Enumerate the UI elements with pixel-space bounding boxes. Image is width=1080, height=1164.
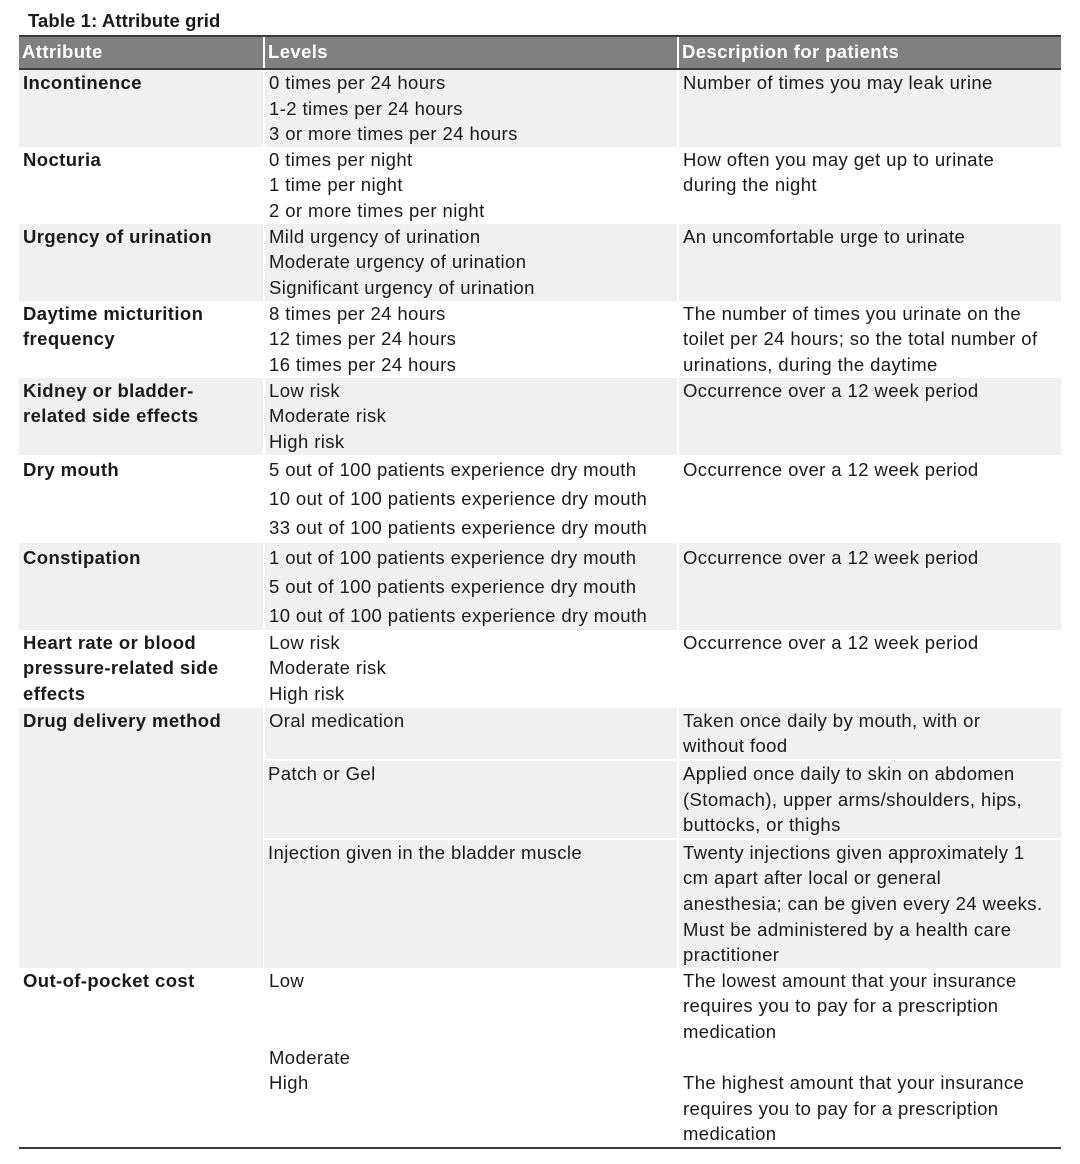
description-text: practitioner xyxy=(683,944,780,966)
attribute-text: Incontinence xyxy=(23,72,142,93)
description-text: requires you to pay for a prescription xyxy=(683,995,999,1017)
levels-cell xyxy=(264,455,678,543)
table-row xyxy=(19,708,1061,760)
description-cell xyxy=(678,378,1061,455)
level-text-moderate: Moderate xyxy=(269,1046,351,1068)
description-text: The lowest amount that your insurance xyxy=(683,969,1017,991)
levels-cell xyxy=(264,543,678,630)
description-cell xyxy=(678,69,1061,147)
level-text: 5 out of 100 patients experience dry mouth xyxy=(269,458,637,480)
spacer xyxy=(269,1019,677,1045)
levels-cell xyxy=(264,378,678,455)
description-text: Taken once daily by mouth, with or xyxy=(683,709,981,731)
description-cell xyxy=(678,760,1061,839)
attribute-cell xyxy=(19,69,264,147)
level-text: Patch or Gel xyxy=(268,762,376,784)
attribute-cell xyxy=(19,147,264,224)
level-text: 16 times per 24 hours xyxy=(269,353,457,375)
table-row xyxy=(19,378,1061,455)
description-text: medication xyxy=(683,1123,777,1145)
description-cell xyxy=(678,224,1061,301)
attribute-text: frequency xyxy=(23,328,116,350)
description-text: Must be administered by a health care xyxy=(683,918,1012,940)
level-text: 5 out of 100 patients experience dry mouth xyxy=(269,575,637,597)
levels-cell xyxy=(264,630,678,708)
levels-cell xyxy=(264,968,678,1148)
table-caption: Table 1: Attribute grid xyxy=(28,10,221,31)
levels-cell xyxy=(264,69,678,147)
level-text: High risk xyxy=(269,682,345,704)
attribute-text: Drug delivery method xyxy=(23,709,222,731)
level-text: Oral medication xyxy=(269,709,405,731)
attribute-cell xyxy=(19,378,264,455)
description-cell xyxy=(678,839,1061,968)
level-text: Mild urgency of urination xyxy=(269,225,481,247)
level-text: Low risk xyxy=(269,379,341,401)
table-row xyxy=(19,968,1061,1148)
attribute-text: Constipation xyxy=(23,546,141,568)
level-text: 1-2 times per 24 hours xyxy=(269,97,463,119)
level-text: Moderate risk xyxy=(269,405,387,427)
description-text: (Stomach), upper arms/shoulders, hips, xyxy=(683,788,1023,810)
levels-cell xyxy=(264,224,678,301)
description-cell xyxy=(678,630,1061,708)
description-text: cm apart after local or general xyxy=(683,867,942,889)
table-row xyxy=(19,69,1061,147)
level-text: Moderate risk xyxy=(269,657,387,679)
description-text: anesthesia; can be given every 24 weeks. xyxy=(683,892,1043,914)
description-text: Twenty injections given approximately 1 xyxy=(683,841,1025,863)
level-text: 2 or more times per night xyxy=(269,199,485,221)
header-description: Description for patients xyxy=(678,36,1061,69)
description-text: requires you to pay for a prescription xyxy=(683,1097,999,1119)
attribute-text: Heart rate or blood xyxy=(23,631,197,653)
level-text: 33 out of 100 patients experience dry mouth xyxy=(269,516,648,538)
header-attribute: Attribute xyxy=(19,36,264,69)
description-cell xyxy=(678,543,1061,630)
levels-cell xyxy=(264,147,678,224)
attribute-text: Dry mouth xyxy=(23,458,120,480)
attribute-text: pressure-related side xyxy=(23,657,219,679)
table-row xyxy=(19,455,1061,543)
level-text-low: Low xyxy=(269,969,305,991)
description-cell xyxy=(678,301,1061,378)
level-text: 0 times per 24 hours xyxy=(269,72,446,93)
header-row xyxy=(19,36,1061,69)
description-text: The highest amount that your insurance xyxy=(683,1072,1025,1094)
levels-cell xyxy=(264,760,678,839)
attribute-text: Nocturia xyxy=(23,148,102,170)
level-text: High risk xyxy=(269,430,345,452)
table-row xyxy=(19,630,1061,708)
description-text: Applied once daily to skin on abdomen xyxy=(683,762,1015,784)
attribute-cell xyxy=(19,708,264,968)
attribute-cell xyxy=(19,543,264,630)
description-text: buttocks, or thighs xyxy=(683,814,841,836)
levels-cell xyxy=(264,708,678,760)
description-text: Occurrence over a 12 week period xyxy=(683,458,979,480)
description-text: urinations, during the daytime xyxy=(683,353,938,375)
attribute-grid-table xyxy=(19,35,1061,1149)
description-text: How often you may get up to urinate xyxy=(683,148,995,170)
level-text: Low risk xyxy=(269,631,341,653)
attribute-cell xyxy=(19,455,264,543)
description-text: An uncomfortable urge to urinate xyxy=(683,225,966,247)
header-levels: Levels xyxy=(264,36,678,69)
table-row xyxy=(19,224,1061,301)
level-text: Significant urgency of urination xyxy=(269,276,535,298)
attribute-cell xyxy=(19,301,264,378)
description-cell xyxy=(678,708,1061,760)
description-text: Occurrence over a 12 week period xyxy=(683,379,979,401)
attribute-text: Urgency of urination xyxy=(23,225,212,247)
description-text: medication xyxy=(683,1020,777,1042)
description-text: The number of times you urinate on the xyxy=(683,302,1022,324)
description-text: toilet per 24 hours; so the total number of xyxy=(683,328,1038,350)
level-text: 12 times per 24 hours xyxy=(269,328,457,350)
level-text: 10 out of 100 patients experience dry mouth xyxy=(269,604,648,626)
levels-cell xyxy=(264,301,678,378)
table-row xyxy=(19,301,1061,378)
description-text: Number of times you may leak urine xyxy=(683,72,993,93)
description-text: Occurrence over a 12 week period xyxy=(683,631,979,653)
description-text: during the night xyxy=(683,174,817,196)
level-text: 3 or more times per 24 hours xyxy=(269,123,518,145)
table-row xyxy=(19,147,1061,224)
table-row xyxy=(19,543,1061,630)
description-text: without food xyxy=(683,735,788,757)
description-text: Occurrence over a 12 week period xyxy=(683,546,979,568)
attribute-cell xyxy=(19,630,264,708)
level-text: 1 time per night xyxy=(269,174,403,196)
attribute-cell xyxy=(19,968,264,1148)
attribute-text: effects xyxy=(23,682,86,704)
level-text: 1 out of 100 patients experience dry mouth xyxy=(269,546,637,568)
level-text-high: High xyxy=(269,1072,309,1094)
description-cell xyxy=(678,968,1061,1148)
spacer xyxy=(683,1045,1061,1071)
attribute-text: Kidney or bladder- xyxy=(23,379,194,401)
level-text: Injection given in the bladder muscle xyxy=(268,841,583,863)
attribute-cell xyxy=(19,224,264,301)
spacer xyxy=(269,993,677,1019)
attribute-text: related side effects xyxy=(23,405,199,427)
level-text: Moderate urgency of urination xyxy=(269,251,527,273)
description-cell xyxy=(678,455,1061,543)
description-cell xyxy=(678,147,1061,224)
attribute-text: Daytime micturition xyxy=(23,302,204,324)
level-text: 10 out of 100 patients experience dry mouth xyxy=(269,487,648,509)
level-text: 0 times per night xyxy=(269,148,413,170)
levels-cell xyxy=(264,839,678,968)
attribute-text: Out-of-pocket cost xyxy=(23,969,195,991)
level-text: 8 times per 24 hours xyxy=(269,302,446,324)
